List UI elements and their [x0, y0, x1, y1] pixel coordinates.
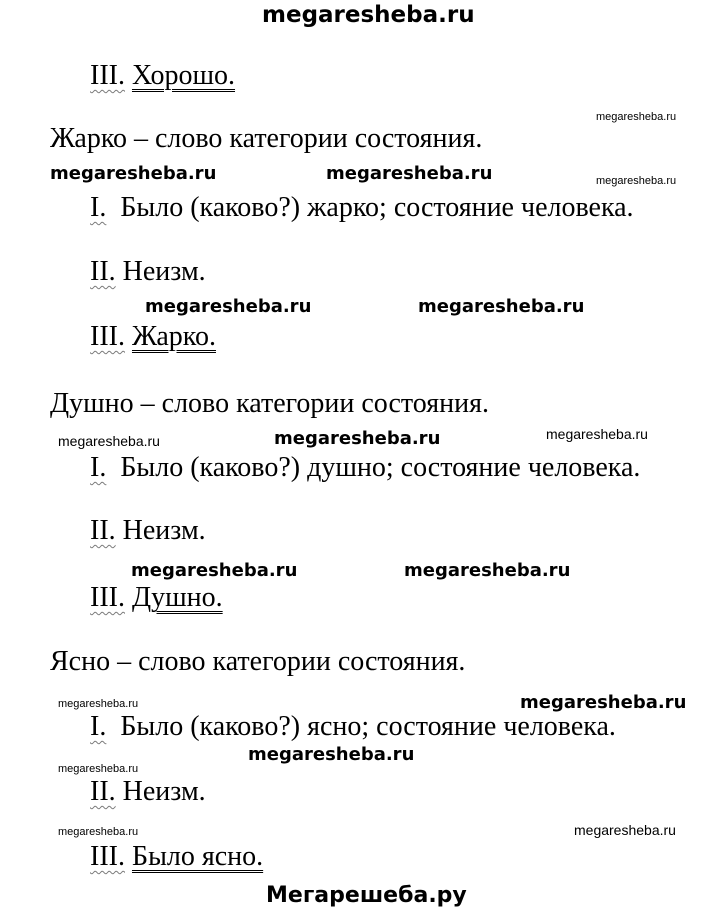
watermark: megaresheba.ru — [596, 175, 677, 187]
watermark: megaresheba.ru — [145, 296, 312, 317]
analysis-text: Неизм. — [122, 515, 206, 546]
answer-word: Душно. — [131, 582, 223, 613]
analysis-line-3 — [90, 841, 263, 873]
watermark: megaresheba.ru — [418, 296, 585, 317]
analysis-line-3 — [90, 582, 223, 614]
roman-numeral: III. — [90, 60, 125, 91]
watermark: megaresheba.ru — [58, 698, 139, 710]
answer-word: Было ясно. — [131, 841, 264, 872]
word-heading: Ясно – слово категории состояния. — [50, 646, 466, 677]
word-heading: Душно – слово категории состояния. — [50, 388, 489, 419]
analysis-text: Было (каково?) душно; состояние человека. — [120, 452, 641, 483]
answer-word: Хорошо. — [131, 60, 236, 91]
analysis-line-1 — [90, 711, 616, 743]
roman-numeral: I. — [90, 711, 107, 742]
site-footer: Мегарешеба.ру — [266, 883, 467, 908]
roman-numeral: II. — [90, 256, 116, 287]
analysis-line-3 — [90, 321, 216, 353]
watermark: megaresheba.ru — [58, 826, 139, 838]
analysis-text: Неизм. — [122, 776, 206, 807]
roman-numeral: III. — [90, 582, 125, 613]
watermark: megaresheba.ru — [574, 822, 676, 838]
analysis-line-3 — [90, 60, 235, 92]
watermark: megaresheba.ru — [404, 560, 571, 581]
roman-numeral: II. — [90, 515, 116, 546]
analysis-line-1 — [90, 192, 634, 224]
site-header: megaresheba.ru — [262, 2, 475, 28]
roman-numeral: II. — [90, 776, 116, 807]
watermark: megaresheba.ru — [326, 163, 493, 184]
watermark: megaresheba.ru — [50, 163, 217, 184]
analysis-line-2 — [90, 256, 206, 288]
watermark: megaresheba.ru — [274, 428, 441, 449]
watermark: megaresheba.ru — [58, 763, 139, 775]
analysis-text: Неизм. — [122, 256, 206, 287]
roman-numeral: I. — [90, 192, 107, 223]
watermark: megaresheba.ru — [131, 560, 298, 581]
watermark: megaresheba.ru — [520, 692, 687, 713]
answer-word: Жарко. — [131, 321, 216, 352]
analysis-text: Было (каково?) жарко; состояние человека. — [120, 192, 634, 223]
watermark: megaresheba.ru — [58, 433, 160, 449]
word-heading: Жарко – слово категории состояния. — [50, 123, 483, 154]
roman-numeral: III. — [90, 841, 125, 872]
analysis-line-2 — [90, 515, 206, 547]
roman-numeral: III. — [90, 321, 125, 352]
analysis-line-2 — [90, 776, 206, 808]
watermark: megaresheba.ru — [248, 744, 415, 765]
watermark: megaresheba.ru — [546, 426, 648, 442]
analysis-line-1 — [90, 452, 640, 484]
watermark: megaresheba.ru — [596, 111, 677, 123]
roman-numeral: I. — [90, 452, 107, 483]
analysis-text: Было (каково?) ясно; состояние человека. — [120, 711, 616, 742]
